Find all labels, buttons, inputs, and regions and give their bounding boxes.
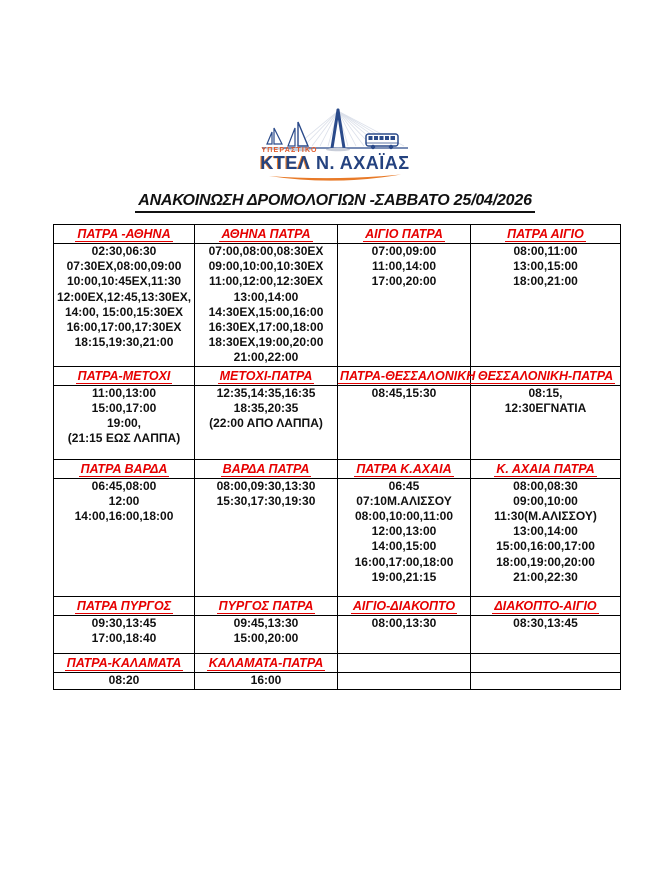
schedule-body	[54, 225, 621, 690]
time-line: 08:45,15:30	[371, 385, 437, 400]
time-line: 17:00,18:40	[91, 630, 157, 645]
times-cell	[195, 244, 338, 367]
time-line: 09:00,10:00,10:30ΕΧ	[208, 259, 324, 274]
time-line: (22:00 ΑΠΟ ΛΑΠΠΑ)	[209, 416, 323, 431]
time-line: 12:00,13:00	[371, 524, 437, 539]
time-line: 18:35,20:35	[233, 400, 299, 415]
route-header-cell	[338, 459, 471, 478]
times-row	[54, 478, 621, 596]
time-line: 11:00,13:00	[91, 385, 157, 400]
times-cell	[338, 478, 471, 596]
time-line: 02:30,06:30	[91, 244, 157, 258]
logo-name-accent: ΚΤΕΛ	[260, 153, 311, 173]
route-header-row	[54, 225, 621, 244]
route-header: ΑΙΓΙΟ ΠΑΤΡΑ	[365, 227, 443, 241]
time-line: 07:00,08:00,08:30ΕΧ	[208, 244, 324, 258]
route-header-row	[54, 366, 621, 385]
time-line: 08:00,13:30	[371, 615, 437, 630]
times-cell	[338, 244, 471, 367]
route-header-cell	[54, 653, 195, 672]
time-line: 08:30,13:45	[513, 615, 578, 630]
times-cell	[54, 244, 195, 367]
times-cell	[338, 385, 471, 459]
time-line: 19:00,21:15	[371, 569, 437, 584]
ktel-logo	[0, 0, 670, 183]
time-line: 08:20	[108, 672, 140, 687]
route-header-cell	[195, 596, 338, 615]
times-cell	[338, 615, 471, 653]
times-row	[54, 672, 621, 689]
route-header: ΠΑΤΡΑ-ΜΕΤΟΧΙ	[77, 368, 171, 383]
route-header-cell	[54, 596, 195, 615]
times-cell	[54, 385, 195, 459]
route-header: ΠΑΤΡΑ Κ.ΑΧΑΙΑ	[356, 461, 452, 476]
times-row	[54, 615, 621, 653]
times-cell	[471, 615, 621, 653]
logo-small-text: ΥΠΕΡΑΣΤΙΚΟ	[261, 147, 318, 154]
time-line: 14:00,16:00,18:00	[74, 509, 174, 524]
route-header-cell	[471, 366, 621, 385]
schedule-table	[53, 224, 621, 690]
route-header: ΠΑΤΡΑ -ΑΘΗΝΑ	[77, 227, 171, 241]
times-row	[54, 244, 621, 367]
route-header: ΠΑΤΡΑ-ΚΑΛΑΜΑΤΑ	[66, 655, 182, 670]
route-header-row	[54, 596, 621, 615]
time-line: 15:00,20:00	[233, 630, 299, 645]
time-line: 15:00,16:00,17:00	[496, 539, 595, 554]
time-line: 18:30ΕΧ,19:00,20:00	[208, 335, 324, 350]
times-cell	[195, 478, 338, 596]
route-header: ΠΑΤΡΑ-ΘΕΣΣΑΛΟΝΙΚΗ	[340, 368, 476, 383]
route-header-row	[54, 459, 621, 478]
route-header: ΠΥΡΓΟΣ ΠΑΤΡΑ	[218, 598, 314, 613]
route-header-cell	[195, 653, 338, 672]
route-header: Κ. ΑΧΑΙΑ ΠΑΤΡΑ	[496, 461, 595, 476]
time-line: 15:30,17:30,19:30	[216, 493, 316, 508]
time-line: 12:35,14:35,16:35	[216, 385, 316, 400]
time-line: 09:45,13:30	[233, 615, 299, 630]
route-header: ΑΘΗΝΑ ΠΑΤΡΑ	[221, 227, 311, 241]
time-line: 11:00,14:00	[371, 259, 437, 274]
times-cell	[54, 615, 195, 653]
time-line: 16:00,17:00,17:30ΕΧ	[66, 320, 182, 335]
route-header-row	[54, 653, 621, 672]
time-line: 17:00,20:00	[371, 274, 437, 289]
time-line: 14:30ΕΧ,15:00,16:00	[208, 304, 324, 319]
route-header-cell	[471, 225, 621, 244]
times-cell	[54, 478, 195, 596]
time-line: 19:00,	[106, 416, 142, 431]
time-line: 07:30ΕΧ,08:00,09:00	[66, 259, 182, 274]
times-cell	[195, 385, 338, 459]
times-cell	[471, 672, 621, 689]
route-header: ΔΙΑΚΟΠΤΟ-ΑΙΓΙΟ	[494, 598, 597, 613]
route-header-cell	[338, 596, 471, 615]
time-line: 11:30(Μ.ΑΛΙΣΣΟΥ)	[494, 509, 597, 524]
times-row	[54, 385, 621, 459]
logo-swoosh-icon	[265, 173, 405, 183]
times-cell	[338, 672, 471, 689]
time-line: 08:00,08:30	[513, 478, 578, 493]
route-header: ΠΑΤΡΑ ΒΑΡΔΑ	[80, 461, 168, 476]
route-header: ΜΕΤΟΧΙ-ΠΑΤΡΑ	[219, 368, 313, 383]
time-line: 06:45	[388, 478, 420, 493]
time-line: 21:00,22:30	[513, 569, 578, 584]
route-header-cell	[54, 459, 195, 478]
time-line: 09:30,13:45	[91, 615, 157, 630]
time-line: 07:10Μ.ΑΛΙΣΣΟΥ	[356, 493, 452, 508]
time-line: 06:45,08:00	[91, 478, 157, 493]
route-header: ΒΑΡΔΑ ΠΑΤΡΑ	[222, 461, 310, 476]
page-title: ΑΝΑΚΟΙΝΩΣΗ ΔΡΟΜΟΛΟΓΙΩΝ -ΣΑΒΒΑΤΟ 25/04/2026	[135, 192, 535, 213]
times-cell	[471, 385, 621, 459]
route-header-cell	[54, 225, 195, 244]
route-header-cell	[338, 653, 471, 672]
time-line: (21:15 ΕΩΣ ΛΑΠΠΑ)	[67, 431, 181, 446]
logo-name	[260, 154, 409, 172]
times-cell	[54, 672, 195, 689]
time-line: 21:00,22:00	[233, 350, 299, 365]
time-line: 08:00,11:00	[513, 244, 578, 258]
time-line: 12:00ΕΧ,12:45,13:30ΕΧ,	[56, 289, 192, 304]
time-line: 12:30ΕΓΝΑΤΙΑ	[504, 400, 587, 415]
time-line: 11:00,12:00,12:30ΕΧ	[208, 274, 324, 289]
route-header-cell	[195, 366, 338, 385]
time-line: 13:00,14:00	[513, 524, 578, 539]
times-cell	[471, 244, 621, 367]
route-header-cell	[195, 225, 338, 244]
route-header: ΑΙΓΙΟ-ΔΙΑΚΟΠΤΟ	[352, 598, 456, 613]
time-line: 18:00,21:00	[513, 274, 578, 289]
time-line: 16:00	[250, 672, 282, 687]
times-cell	[471, 478, 621, 596]
route-header: ΚΑΛΑΜΑΤΑ-ΠΑΤΡΑ	[208, 655, 324, 670]
time-line: 18:00,19:00,20:00	[496, 554, 595, 569]
time-line: 15:00,17:00	[91, 400, 157, 415]
route-header-cell	[471, 596, 621, 615]
route-header-cell	[471, 653, 621, 672]
route-header: ΘΕΣΣΑΛΟΝΙΚΗ-ΠΑΤΡΑ	[477, 368, 614, 383]
route-header-cell	[54, 366, 195, 385]
time-line: 10:00,10:45ΕΧ,11:30	[66, 274, 182, 289]
time-line: 08:00,10:00,11:00	[354, 509, 454, 524]
time-line: 07:00,09:00	[371, 244, 437, 258]
route-header: ΠΑΤΡΑ ΑΙΓΙΟ	[507, 227, 584, 241]
time-line: 18:15,19:30,21:00	[74, 335, 174, 350]
route-header-cell	[338, 225, 471, 244]
route-header: ΠΑΤΡΑ ΠΥΡΓΟΣ	[76, 598, 172, 613]
time-line: 13:00,14:00	[233, 289, 299, 304]
logo-name-rest: Ν. ΑΧΑΪΑΣ	[310, 153, 410, 173]
time-line: 14:00,15:00	[371, 539, 437, 554]
time-line: 08:00,09:30,13:30	[216, 478, 316, 493]
time-line: 16:30ΕΧ,17:00,18:00	[208, 320, 324, 335]
time-line: 14:00, 15:00,15:30ΕΧ	[64, 304, 184, 319]
time-line: 12:00	[108, 493, 140, 508]
route-header-cell	[338, 366, 476, 385]
times-cell	[195, 672, 338, 689]
time-line: 13:00,15:00	[513, 259, 578, 274]
times-cell	[195, 615, 338, 653]
route-header-cell	[195, 459, 338, 478]
time-line: 08:15,	[528, 385, 563, 400]
time-line: 16:00,17:00,18:00	[354, 554, 454, 569]
route-header-cell	[471, 459, 621, 478]
time-line: 09:00,10:00	[513, 493, 578, 508]
